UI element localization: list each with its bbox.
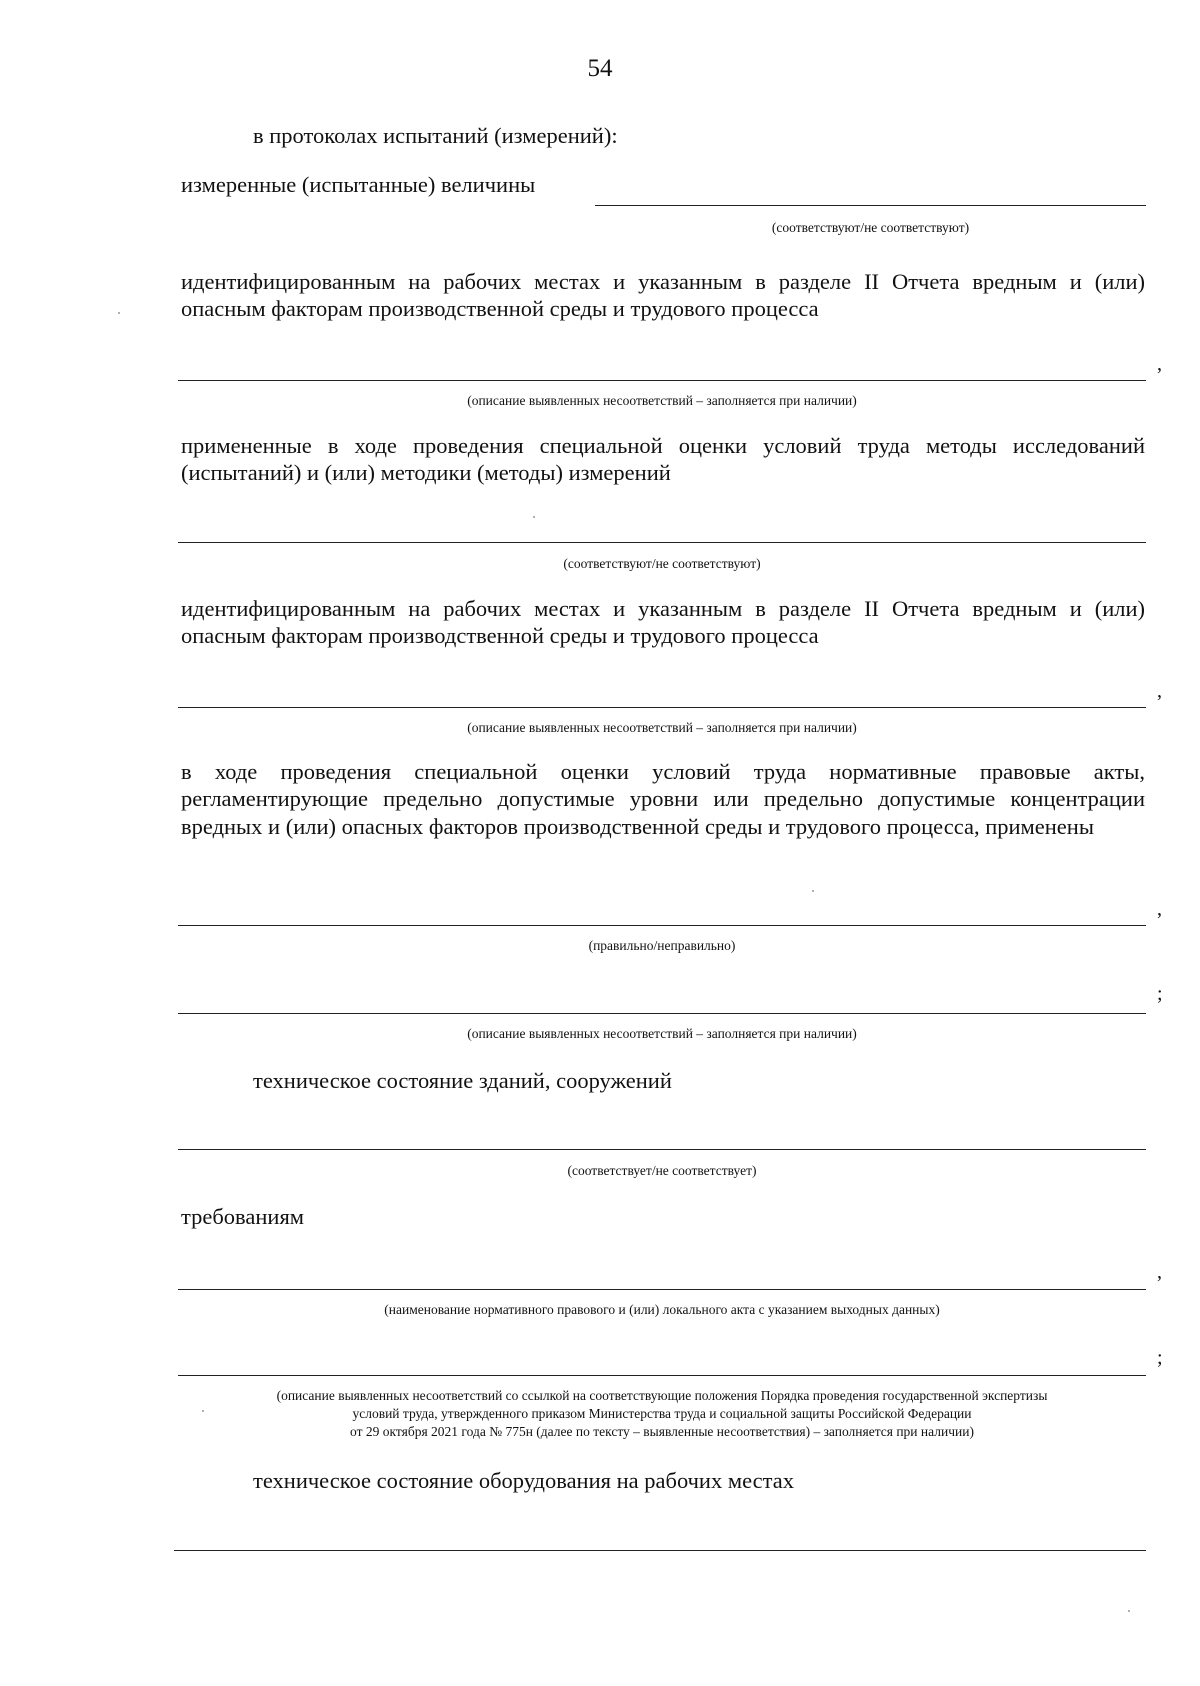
factors-paragraph-2: идентифицированным на рабочих местах и указанным в разделе II Отчета вредным и (или) опасным факторам производственной среды и трудового процесса xyxy=(181,596,1145,649)
requirements-label: требованиям xyxy=(181,1204,305,1229)
scan-speck xyxy=(812,890,814,892)
equipment-condition-label: техническое состояние оборудования на рабочих местах xyxy=(253,1468,794,1493)
semicolon-mark-2: ; xyxy=(1157,1347,1163,1369)
discrepancy-line-4[interactable] xyxy=(178,1375,1146,1376)
scan-speck xyxy=(118,312,120,314)
normative-act-caption: (наименование нормативного правового и (или) локального акта с указанием выходных данных) xyxy=(384,1302,940,1317)
correctness-line[interactable] xyxy=(178,925,1146,926)
measured-values-caption: (соответствуют/не соответствуют) xyxy=(771,220,970,235)
semicolon-mark-1: ; xyxy=(1157,983,1163,1005)
discrepancy-caption-1: (описание выявленных несоответствий – заполняется при наличии) xyxy=(467,393,857,408)
methods-line[interactable] xyxy=(178,542,1146,543)
measured-values-label: измеренные (испытанные) величины xyxy=(181,172,536,197)
factors-paragraph-1: идентифицированным на рабочих местах и указанным в разделе II Отчета вредным и (или) опасным факторам производственной среды и трудового процесса xyxy=(181,269,1145,322)
measured-values-line[interactable] xyxy=(595,205,1146,206)
discrepancy-note-line-3: от 29 октября 2021 года № 775н (далее по тексту – выявленные несоответствия) – заполняется при наличии) xyxy=(350,1424,974,1439)
discrepancy-line-3[interactable] xyxy=(178,1013,1146,1014)
scan-speck xyxy=(202,1410,204,1412)
methods-caption: (соответствуют/не соответствуют) xyxy=(563,556,761,571)
correctness-caption: (правильно/неправильно) xyxy=(588,938,736,953)
buildings-condition-line[interactable] xyxy=(178,1149,1146,1150)
normative-act-line[interactable] xyxy=(178,1289,1146,1290)
protocols-intro: в протоколах испытаний (измерений): xyxy=(253,123,618,148)
discrepancy-caption-3: (описание выявленных несоответствий – заполняется при наличии) xyxy=(467,1026,857,1041)
discrepancy-line-1[interactable] xyxy=(178,380,1146,381)
buildings-condition-caption: (соответствует/не соответствует) xyxy=(567,1163,757,1178)
comma-mark-1: , xyxy=(1157,353,1162,375)
comma-mark-3: , xyxy=(1157,898,1162,920)
equipment-condition-line[interactable] xyxy=(174,1550,1146,1551)
discrepancy-note-line-2: условий труда, утвержденного приказом Министерства труда и социальной защиты Российской Федерации xyxy=(352,1406,972,1421)
regulations-paragraph: в ходе проведения специальной оценки условий труда нормативные правовые акты, регламентирующие предельно допустимые уровни или предельно допустимые концентрации вредных и (или) опасных факторов производственной среды и трудового процесса, применены xyxy=(181,759,1145,839)
page-number: 54 xyxy=(587,55,613,82)
discrepancy-caption-2: (описание выявленных несоответствий – заполняется при наличии) xyxy=(467,720,857,735)
discrepancy-note-line-1: (описание выявленных несоответствий со ссылкой на соответствующие положения Порядка проведения государственной экспертизы xyxy=(276,1388,1048,1403)
comma-mark-2: , xyxy=(1157,680,1162,702)
buildings-condition-label: техническое состояние зданий, сооружений xyxy=(253,1068,672,1093)
scan-speck xyxy=(533,516,535,518)
methods-paragraph: примененные в ходе проведения специальной оценки условий труда методы исследований (испытаний) и (или) методики (методы) измерений xyxy=(181,433,1145,486)
comma-mark-4: , xyxy=(1157,1261,1162,1283)
scan-speck xyxy=(1128,1610,1130,1612)
discrepancy-line-2[interactable] xyxy=(178,707,1146,708)
